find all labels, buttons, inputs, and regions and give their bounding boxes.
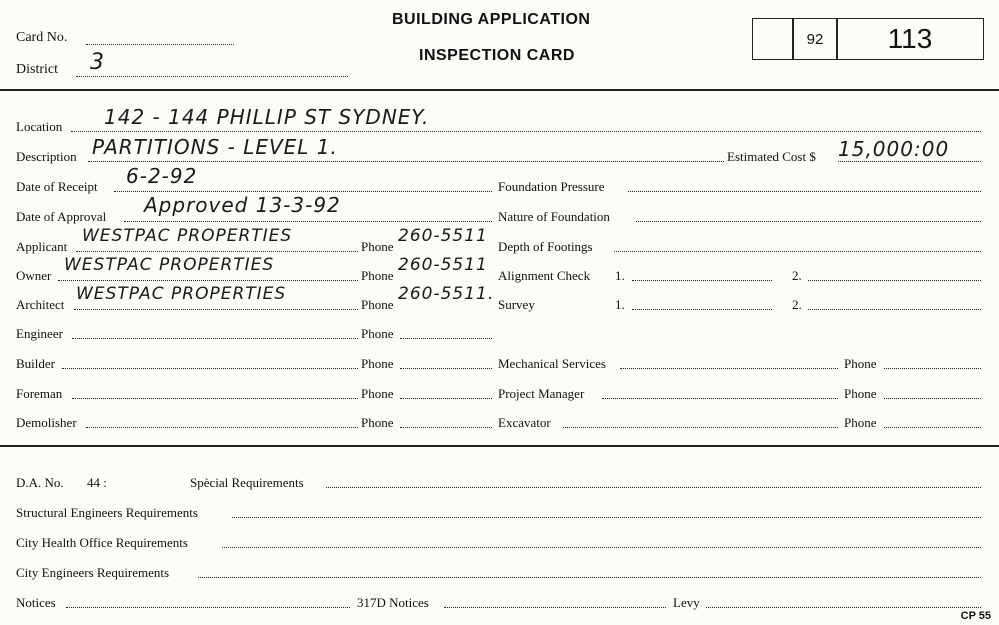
card-no-line: [86, 44, 234, 45]
box-large: [836, 18, 984, 60]
foreman-phone-label: Phone: [361, 386, 394, 401]
project-manager-phone-line: [884, 398, 981, 399]
divider-top: [0, 89, 999, 91]
box-small: [792, 18, 838, 60]
alignment-2-line: [808, 280, 981, 281]
applicant-phone-value: 260-5511: [398, 226, 488, 246]
structural-requirements-label: Structural Engineers Requirements: [16, 505, 198, 520]
mechanical-label: Mechanical Services: [498, 356, 606, 371]
architect-label: Architect: [16, 297, 65, 312]
title-line2: INSPECTION CARD: [419, 47, 575, 64]
box-small-value: 92: [806, 30, 824, 48]
city-engineers-line: [198, 577, 981, 578]
health-requirements-line: [222, 547, 981, 548]
builder-label: Builder: [16, 356, 55, 371]
owner-label: Owner: [16, 268, 52, 283]
district-value: 3: [90, 50, 105, 75]
survey-2-label: 2.: [792, 297, 802, 312]
estimated-cost-line: [838, 161, 981, 162]
da-no-value: 44 :: [87, 475, 107, 490]
location-line: [71, 131, 981, 132]
builder-phone-line: [400, 368, 492, 369]
demolisher-phone-line: [400, 427, 492, 428]
form-code: CP 55: [960, 610, 991, 622]
date-approval-line: [124, 221, 492, 222]
project-manager-line: [602, 398, 838, 399]
box-large-value: 113: [887, 23, 933, 54]
nature-foundation-line: [636, 221, 981, 222]
foreman-label: Foreman: [16, 386, 63, 401]
demolisher-line: [86, 427, 358, 428]
architect-phone-value: 260-5511.: [398, 284, 495, 304]
owner-phone-label: Phone: [361, 268, 394, 283]
survey-1-label: 1.: [615, 297, 625, 312]
project-manager-label: Project Manager: [498, 386, 585, 401]
owner-phone-value: 260-5511: [398, 255, 488, 275]
da-no-label: D.A. No.: [16, 475, 64, 490]
notices-label: Notices: [16, 595, 56, 610]
date-approval-value: Approved 13-3-92: [144, 193, 341, 217]
card-no-label: Card No.: [16, 30, 68, 45]
engineer-phone-label: Phone: [361, 326, 394, 341]
engineer-line: [72, 338, 358, 339]
foundation-pressure-label: Foundation Pressure: [498, 179, 605, 194]
date-approval-label: Date of Approval: [16, 209, 107, 224]
foreman-phone-line: [400, 398, 492, 399]
applicant-value: WESTPAC PROPERTIES: [82, 226, 293, 246]
alignment-1-line: [632, 280, 772, 281]
architect-phone-label: Phone: [361, 297, 394, 312]
estimated-cost-label: Estimated Cost $: [727, 149, 816, 164]
foundation-pressure-line: [628, 191, 981, 192]
excavator-label: Excavator: [498, 415, 551, 430]
nature-foundation-label: Nature of Foundation: [498, 209, 610, 224]
date-receipt-label: Date of Receipt: [16, 179, 98, 194]
alignment-1-label: 1.: [615, 268, 625, 283]
owner-line: [58, 280, 358, 281]
levy-label: Levy: [673, 595, 700, 610]
alignment-2-label: 2.: [792, 268, 802, 283]
demolisher-phone-label: Phone: [361, 415, 394, 430]
description-value: PARTITIONS - LEVEL 1.: [92, 135, 338, 159]
notices-317d-line: [444, 607, 666, 608]
depth-footings-label: Depth of Footings: [498, 239, 593, 254]
district-line: [76, 76, 348, 77]
applicant-label: Applicant: [16, 239, 68, 254]
demolisher-label: Demolisher: [16, 415, 77, 430]
foreman-line: [72, 398, 358, 399]
survey-label: Survey: [498, 297, 535, 312]
box-blank: [752, 18, 794, 60]
architect-value: WESTPAC PROPERTIES: [76, 284, 287, 304]
district-label: District: [16, 62, 58, 77]
mechanical-line: [620, 368, 838, 369]
date-receipt-line: [114, 191, 492, 192]
excavator-phone-line: [884, 427, 981, 428]
description-line: [88, 161, 724, 162]
survey-2-line: [808, 309, 981, 310]
engineer-phone-line: [400, 338, 492, 339]
structural-requirements-line: [232, 517, 981, 518]
applicant-line: [76, 251, 358, 252]
date-receipt-value: 6-2-92: [126, 164, 198, 188]
applicant-phone-label: Phone: [361, 239, 394, 254]
architect-line: [74, 309, 358, 310]
special-requirements-line: [326, 487, 981, 488]
mechanical-phone-label: Phone: [844, 356, 877, 371]
depth-footings-line: [614, 251, 981, 252]
excavator-line: [563, 427, 838, 428]
location-label: Location: [16, 119, 63, 134]
engineer-label: Engineer: [16, 326, 63, 341]
survey-1-line: [632, 309, 772, 310]
city-engineers-label: City Engineers Requirements: [16, 565, 170, 580]
special-requirements-label: Spècial Requirements: [190, 475, 304, 490]
notices-line: [66, 607, 350, 608]
mechanical-phone-line: [884, 368, 981, 369]
levy-line: [706, 607, 981, 608]
project-manager-phone-label: Phone: [844, 386, 877, 401]
owner-value: WESTPAC PROPERTIES: [64, 255, 275, 275]
builder-phone-label: Phone: [361, 356, 394, 371]
divider-bottom: [0, 445, 999, 447]
excavator-phone-label: Phone: [844, 415, 877, 430]
health-requirements-label: City Health Office Requirements: [16, 535, 188, 550]
description-label: Description: [16, 149, 77, 164]
title-line1: BUILDING APPLICATION: [392, 11, 591, 28]
notices-317d-label: 317D Notices: [357, 595, 429, 610]
location-value: 142 - 144 PHILLIP ST SYDNEY.: [104, 105, 430, 129]
builder-line: [62, 368, 358, 369]
alignment-check-label: Alignment Check: [498, 268, 591, 283]
estimated-cost-value: 15,000:00: [838, 137, 950, 161]
